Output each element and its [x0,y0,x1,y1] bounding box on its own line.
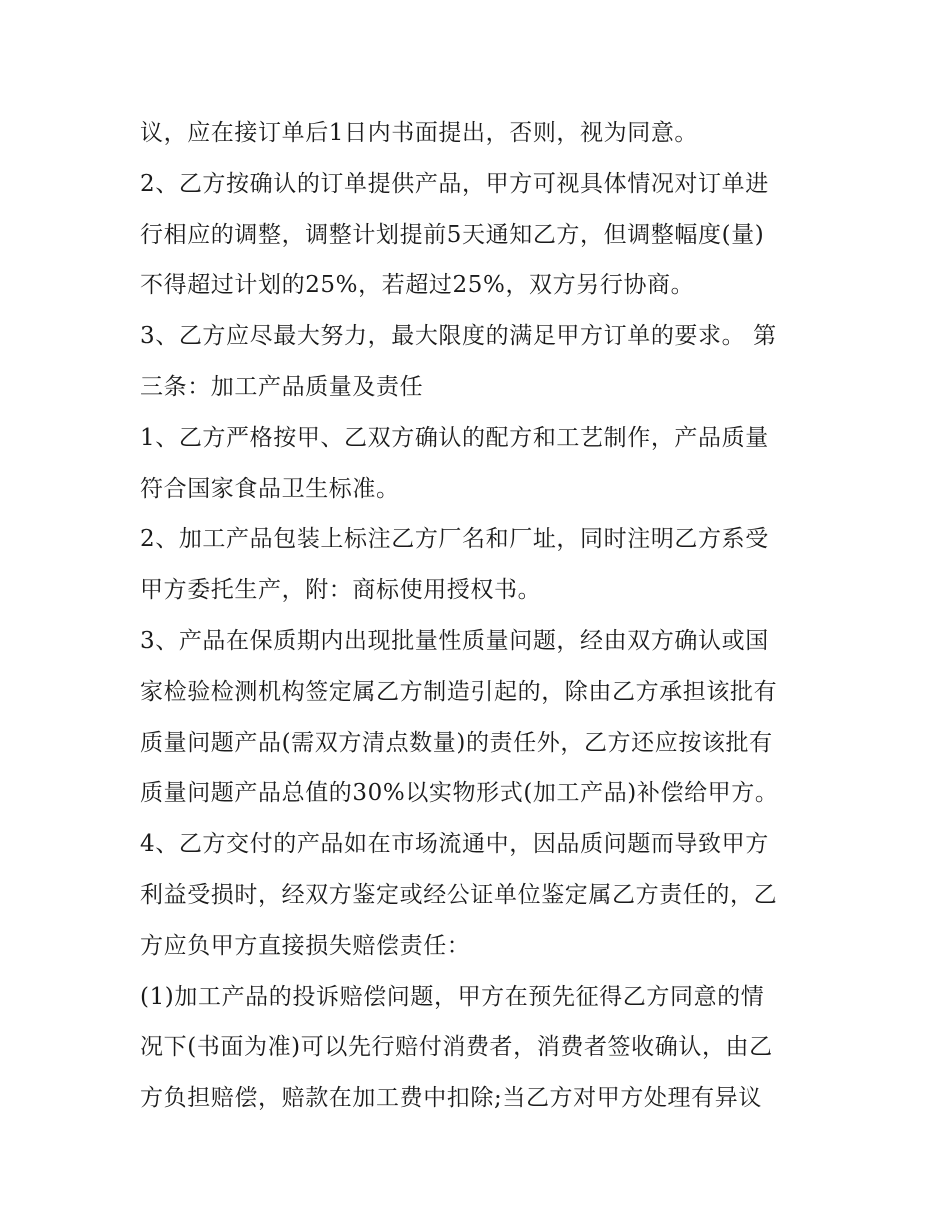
text-line: 利益受损时，经双方鉴定或经公证单位鉴定属乙方责任的，乙 [140,881,778,908]
text-line: 2、乙方按确认的订单提供产品，甲方可视具体情况对订单进 [140,170,769,197]
text-line: 况下(书面为准)可以先行赔付消费者，消费者签收确认，由乙 [140,1034,773,1061]
text-line: 质量问题产品(需双方清点数量)的责任外，乙方还应按该批有 [140,729,773,756]
text-line: 2、加工产品包装上标注乙方厂名和厂址，同时注明乙方系受 [140,526,769,553]
text-line: 家检验检测机构签定属乙方制造引起的，除由乙方承担该批有 [140,678,778,705]
text-line: 行相应的调整，调整计划提前5天通知乙方，但调整幅度(量) [140,221,765,248]
text-line: 甲方委托生产，附：商标使用授权书。 [140,577,542,604]
document-body [140,108,820,1124]
text-line: 方应负甲方直接损失赔偿责任： [140,932,471,959]
text-line: 三条：加工产品质量及责任 [140,373,424,400]
text-line: 3、乙方应尽最大努力，最大限度的满足甲方订单的要求。 第 [140,323,777,350]
text-line: 质量问题产品总值的30%以实物形式(加工产品)补偿给甲方。 [140,780,779,807]
text-line: 1、乙方严格按甲、乙双方确认的配方和工艺制作，产品质量 [140,424,769,451]
text-line: (1)加工产品的投诉赔偿问题，甲方在预先征得乙方同意的情 [140,983,765,1010]
text-line: 符合国家食品卫生标准。 [140,475,400,502]
text-line: 方负担赔偿，赔款在加工费中扣除;当乙方对甲方处理有异议 [140,1085,762,1112]
text-line: 议，应在接订单后1日内书面提出，否则，视为同意。 [140,120,699,146]
text-line: 4、乙方交付的产品如在市场流通中，因品质问题而导致甲方 [140,831,769,858]
text-line: 3、产品在保质期内出现批量性质量问题，经由双方确认或国 [140,627,769,654]
text-line: 不得超过计划的25%，若超过25%，双方另行协商。 [140,272,695,299]
